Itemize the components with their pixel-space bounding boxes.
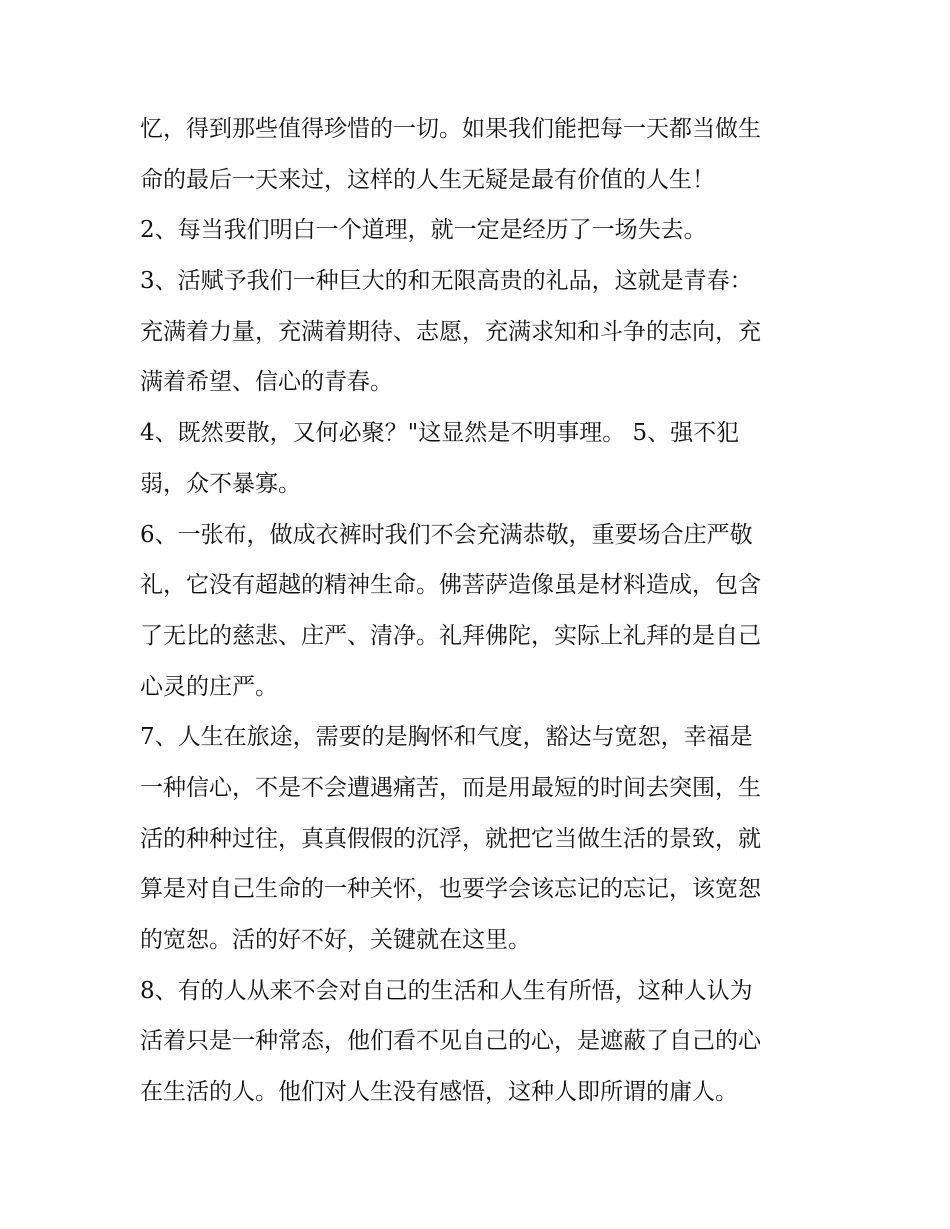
text-line: 命的最后一天来过，这样的人生无疑是最有价值的人生！ bbox=[140, 166, 715, 193]
text-line: 7、人生在旅途，需要的是胸怀和气度，豁达与宽恕，幸福是 bbox=[140, 724, 753, 751]
text-line: 活的种种过往，真真假假的沉浮，就把它当做生活的景致，就 bbox=[140, 825, 761, 852]
text-line: 6、一张布，做成衣裤时我们不会充满恭敬，重要场合庄严敬 bbox=[140, 521, 753, 548]
text-line: 礼，它没有超越的精神生命。佛菩萨造像虽是材料造成，包含 bbox=[140, 572, 761, 599]
text-line: 在生活的人。他们对人生没有感悟，这种人即所谓的庸人。 bbox=[140, 1079, 738, 1106]
text-line: 4、既然要散，又何必聚？"这显然是不明事理。 5、强不犯 bbox=[140, 420, 740, 447]
text-line: 2、每当我们明白一个道理，就一定是经历了一场失去。 bbox=[140, 217, 707, 244]
text-line: 8、有的人从来不会对自己的生活和人生有所悟，这种人认为 bbox=[140, 977, 753, 1004]
text-line: 活着只是一种常态，他们看不见自己的心，是遮蔽了自己的心 bbox=[140, 1028, 761, 1055]
document-body bbox=[140, 104, 830, 1118]
text-line: 弱，众不暴寡。 bbox=[140, 470, 301, 497]
text-line: 充满着力量，充满着期待、志愿，充满求知和斗争的志向，充 bbox=[140, 318, 761, 345]
text-line: 满着希望、信心的青春。 bbox=[140, 369, 393, 396]
text-line: 的宽恕。活的好不好，关键就在这里。 bbox=[140, 927, 531, 953]
text-line: 了无比的慈悲、庄严、清净。礼拜佛陀，实际上礼拜的是自己 bbox=[140, 622, 761, 649]
text-line: 忆，得到那些值得珍惜的一切。如果我们能把每一天都当做生 bbox=[140, 116, 761, 142]
text-line: 3、活赋予我们一种巨大的和无限高贵的礼品，这就是青春： bbox=[140, 268, 753, 295]
text-line: 算是对自己生命的一种关怀，也要学会该忘记的忘记，该宽恕 bbox=[140, 876, 761, 903]
text-line: 心灵的庄严。 bbox=[140, 673, 278, 700]
text-line: 一种信心，不是不会遭遇痛苦，而是用最短的时间去突围，生 bbox=[140, 774, 761, 801]
